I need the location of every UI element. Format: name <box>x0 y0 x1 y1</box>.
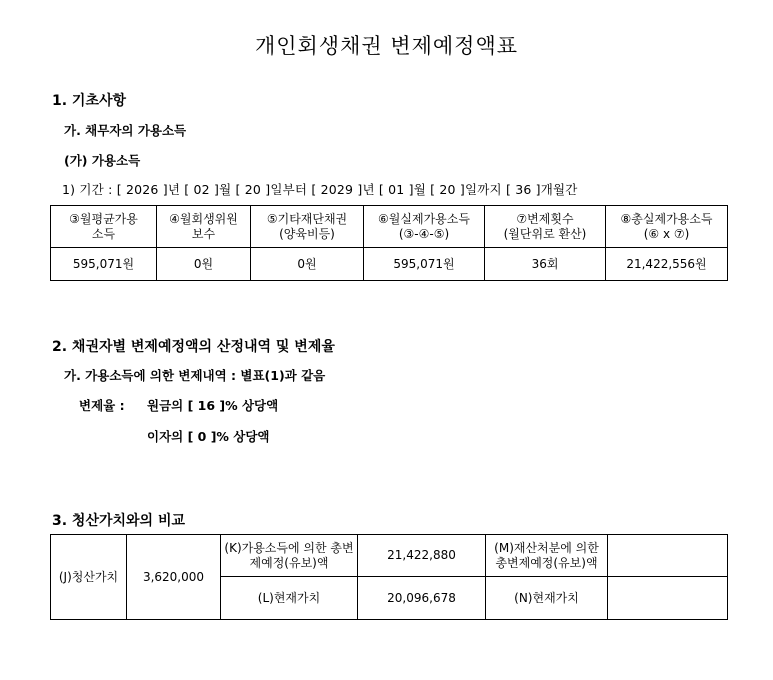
value-monthly-actual-income: 595,071원 <box>364 248 485 281</box>
liquidation-value-label: (J)청산가치 <box>51 535 127 620</box>
income-table-value-row <box>51 248 728 281</box>
section2-sub-a: 가. 가용소득에 의한 변제내역 : 별표(1)과 같음 <box>64 368 326 383</box>
section1-sub-a: 가. 채무자의 가용소득 <box>64 123 187 138</box>
header-other-estate-claims: ⑤기타재단채권 (양육비등) <box>251 206 364 248</box>
principal-rate: 원금의 [ 16 ]% 상당액 <box>147 398 279 413</box>
header-monthly-actual-income: ⑥월실제가용소득 (③-④-⑤) <box>364 206 485 248</box>
available-income-table <box>50 205 728 281</box>
value-total-actual-income: 21,422,556원 <box>606 248 728 281</box>
liquidation-comparison-table <box>50 534 728 620</box>
m-asset-disposal-label: (M)재산처분에 의한 총변제예정(유보)액 <box>486 535 608 577</box>
l-present-value: 20,096,678 <box>358 577 486 620</box>
liquidation-value: 3,620,000 <box>127 535 221 620</box>
header-total-actual-income: ⑧총실제가용소득 (⑥ x ⑦) <box>606 206 728 248</box>
n-present-value <box>608 577 728 620</box>
value-trustee-fee: 0원 <box>157 248 251 281</box>
l-present-value-label: (L)현재가치 <box>221 577 358 620</box>
section1-sub-b: (가) 가용소득 <box>64 153 141 168</box>
comparison-row-1 <box>51 535 728 577</box>
header-monthly-avg-income: ③월평균가용 소득 <box>51 206 157 248</box>
section2-heading: 2. 채권자별 변제예정액의 산정내역 및 변제율 <box>52 339 335 355</box>
section1-heading: 1. 기초사항 <box>52 93 127 109</box>
section3-heading: 3. 청산가치와의 비교 <box>52 513 185 529</box>
repayment-rate-label: 변제율 : <box>79 398 125 413</box>
repayment-period: 1) 기간 : [ 2026 ]년 [ 02 ]월 [ 20 ]일부터 [ 2029 ]년 [ 01 ]월 [ 20 ]일까지 [ 36 ]개월간 <box>62 182 578 197</box>
value-other-estate-claims: 0원 <box>251 248 364 281</box>
m-asset-disposal-value <box>608 535 728 577</box>
income-table-header-row <box>51 206 728 248</box>
header-trustee-fee: ④월회생위원 보수 <box>157 206 251 248</box>
interest-rate: 이자의 [ 0 ]% 상당액 <box>147 429 270 444</box>
k-total-repayment-value: 21,422,880 <box>358 535 486 577</box>
value-repayment-count: 36회 <box>485 248 606 281</box>
k-total-repayment-label: (K)가용소득에 의한 총변제예정(유보)액 <box>221 535 358 577</box>
document-title: 개인회생채권 변제예정액표 <box>254 34 519 58</box>
value-monthly-avg-income: 595,071원 <box>51 248 157 281</box>
header-repayment-count: ⑦변제횟수 (월단위로 환산) <box>485 206 606 248</box>
n-present-value-label: (N)현재가치 <box>486 577 608 620</box>
